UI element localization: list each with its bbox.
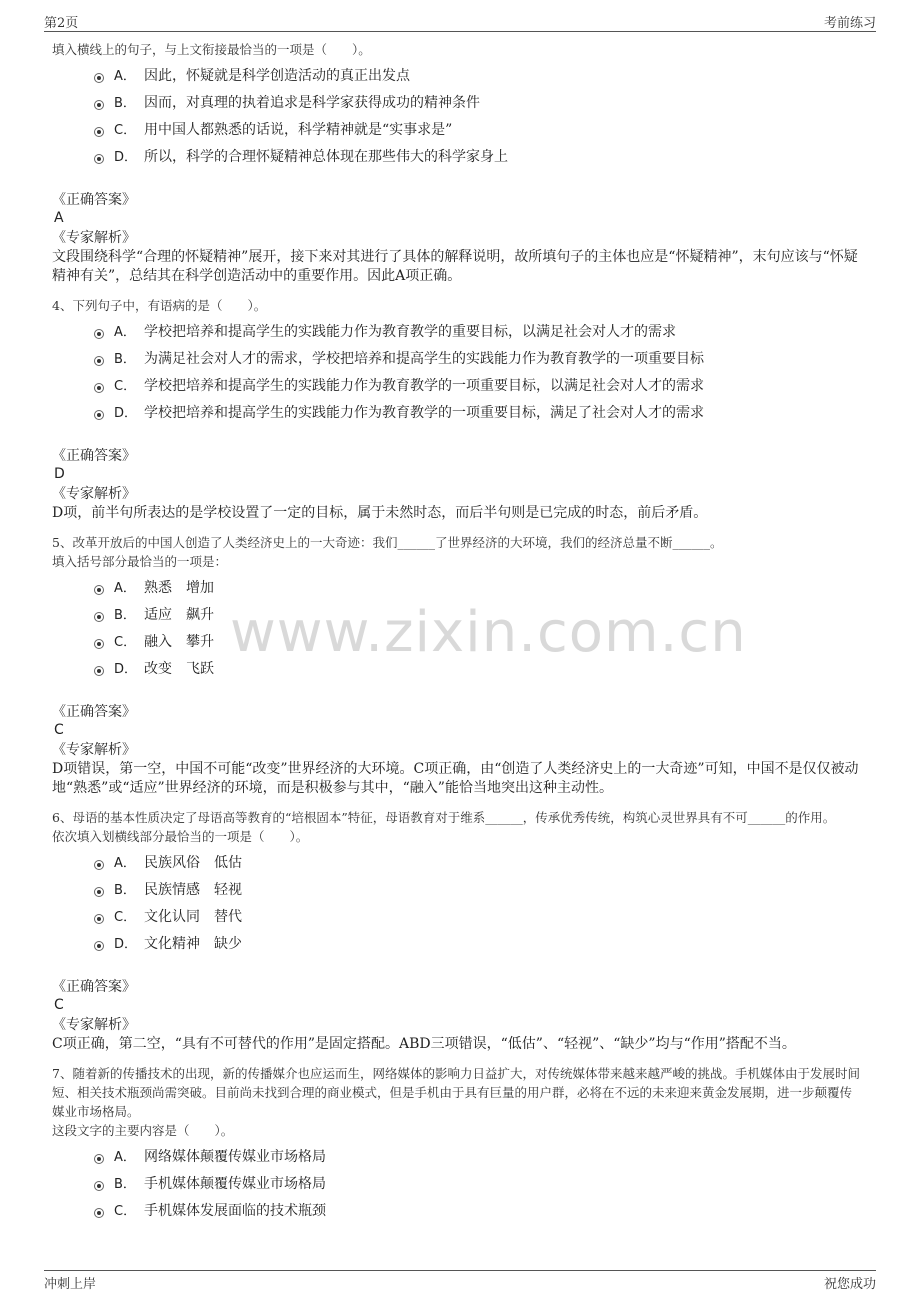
explanation-label: 《专家解析》 bbox=[52, 1017, 136, 1033]
explanation-label: 《专家解析》 bbox=[52, 230, 136, 246]
option-d[interactable] bbox=[52, 400, 862, 427]
question-list bbox=[52, 40, 862, 1245]
option-letter: D． bbox=[114, 662, 138, 677]
page-number: 第2页 bbox=[44, 16, 79, 31]
option-b[interactable] bbox=[52, 602, 862, 629]
option-letter: B． bbox=[114, 96, 136, 111]
option-text: 改变 飞跃 bbox=[144, 661, 214, 677]
option-text: 熟悉 增加 bbox=[144, 580, 214, 596]
explanation-text: 文段围绕科学“合理的怀疑精神”展开，接下来对其进行了具体的解释说明，故所填句子的主体也应是“怀疑精神”，末句应该与“怀疑精神有关”，总结其在科学创造活动中的重要作用。因此A项正确。 bbox=[52, 249, 858, 284]
option-a[interactable] bbox=[52, 63, 862, 90]
option-list bbox=[52, 63, 862, 171]
option-b[interactable] bbox=[52, 1171, 862, 1198]
radio-icon[interactable] bbox=[94, 1154, 104, 1164]
option-text: 网络媒体颠覆传媒业市场格局 bbox=[144, 1149, 326, 1165]
explanation-text: C项正确，第二空，“具有不可替代的作用”是固定搭配。ABD三项错误，“低估”、“轻视”、“缺少”均与“作用”搭配不当。 bbox=[52, 1036, 796, 1052]
option-list bbox=[52, 1144, 862, 1225]
footer-left-text: 冲刺上岸 bbox=[44, 1277, 97, 1292]
radio-icon[interactable] bbox=[94, 887, 104, 897]
watermark: www.zixin.com.cn bbox=[230, 600, 747, 665]
answer-value: A bbox=[54, 210, 64, 226]
option-text: 学校把培养和提高学生的实践能力作为教育教学的一项重要目标，以满足社会对人才的需求 bbox=[144, 378, 704, 394]
option-d[interactable] bbox=[52, 931, 862, 958]
option-text: 用中国人都熟悉的话说，科学精神就是“实事求是” bbox=[144, 122, 453, 138]
option-b[interactable] bbox=[52, 346, 862, 373]
radio-icon[interactable] bbox=[94, 914, 104, 924]
radio-icon[interactable] bbox=[94, 1181, 104, 1191]
option-list bbox=[52, 319, 862, 427]
radio-icon[interactable] bbox=[94, 73, 104, 83]
radio-icon[interactable] bbox=[94, 154, 104, 164]
explanation-text: D项错误，第一空，中国不可能“改变”世界经济的大环境。C项正确，由“创造了人类经济史上的一大奇迹”可知，中国不是仅仅被动地“熟悉”或“适应”世界经济的环境，而是积极参与其中，“融入”能恰当地突出这种主动性。 bbox=[52, 761, 859, 796]
header-divider bbox=[44, 31, 876, 32]
option-c[interactable] bbox=[52, 117, 862, 144]
option-letter: A． bbox=[114, 69, 136, 84]
answer-value: D bbox=[54, 466, 65, 482]
option-letter: D． bbox=[114, 937, 138, 952]
option-text: 民族风俗 低估 bbox=[144, 855, 242, 871]
question-stem: 6、母语的基本性质决定了母语高等教育的“培根固本”特征，母语教育对于维系______，传承优秀传统，构筑心灵世界具有不可______的作用。 bbox=[52, 810, 836, 825]
answer-label: 《正确答案》 bbox=[52, 192, 136, 208]
radio-icon[interactable] bbox=[94, 585, 104, 595]
option-letter: D． bbox=[114, 406, 138, 421]
option-text: 手机媒体颠覆传媒业市场格局 bbox=[144, 1176, 326, 1192]
radio-icon[interactable] bbox=[94, 941, 104, 951]
question-7 bbox=[52, 1064, 862, 1225]
option-letter: A． bbox=[114, 325, 136, 340]
option-c[interactable] bbox=[52, 904, 862, 931]
option-letter: A． bbox=[114, 856, 136, 871]
radio-icon[interactable] bbox=[94, 666, 104, 676]
option-a[interactable] bbox=[52, 575, 862, 602]
answer-label: 《正确答案》 bbox=[52, 704, 136, 720]
question-stem: 填入横线上的句子，与上文衔接最恰当的一项是（ ）。 bbox=[52, 42, 371, 57]
question-instruction: 填入括号部分最恰当的一项是： bbox=[52, 554, 228, 569]
option-letter: A． bbox=[114, 1150, 136, 1165]
footer-divider bbox=[44, 1270, 876, 1271]
radio-icon[interactable] bbox=[94, 410, 104, 420]
radio-icon[interactable] bbox=[94, 860, 104, 870]
question-stem: 7、随着新的传播技术的出现，新的传播媒介也应运而生，网络媒体的影响力日益扩大，对传统媒体带来越来越严峻的挑战。手机媒体由于发展时间短、相关技术瓶颈尚需突破。目前尚未找到合理的商业模式，但是手机由于具有巨量的用户群，必将在不远的未来迎来黄金发展期，进一步颠覆传媒业市场格局。 bbox=[52, 1066, 860, 1119]
question-stem: 5、改革开放后的中国人创造了人类经济史上的一大奇迹：我们______了世界经济的大环境，我们的经济总量不断______。 bbox=[52, 535, 723, 550]
footer-right-text: 祝您成功 bbox=[823, 1277, 876, 1292]
option-text: 学校把培养和提高学生的实践能力作为教育教学的一项重要目标，满足了社会对人才的需求 bbox=[144, 405, 704, 421]
radio-icon[interactable] bbox=[94, 329, 104, 339]
option-text: 文化精神 缺少 bbox=[144, 936, 242, 952]
option-text: 所以，科学的合理怀疑精神总体现在那些伟大的科学家身上 bbox=[144, 149, 508, 165]
radio-icon[interactable] bbox=[94, 127, 104, 137]
header-title: 考前练习 bbox=[823, 16, 876, 31]
answer-value: C bbox=[54, 997, 64, 1013]
question-5 bbox=[52, 533, 862, 798]
option-letter: B． bbox=[114, 883, 136, 898]
answer-label: 《正确答案》 bbox=[52, 979, 136, 995]
radio-icon[interactable] bbox=[94, 1208, 104, 1218]
option-letter: C． bbox=[114, 1204, 137, 1219]
radio-icon[interactable] bbox=[94, 639, 104, 649]
explanation-label: 《专家解析》 bbox=[52, 486, 136, 502]
option-letter: C． bbox=[114, 635, 137, 650]
radio-icon[interactable] bbox=[94, 356, 104, 366]
question-3 bbox=[52, 40, 862, 286]
question-instruction: 这段文字的主要内容是（ ）。 bbox=[52, 1123, 234, 1138]
question-instruction: 依次填入划横线部分最恰当的一项是（ ）。 bbox=[52, 829, 309, 844]
option-a[interactable] bbox=[52, 850, 862, 877]
option-a[interactable] bbox=[52, 319, 862, 346]
answer-value: C bbox=[54, 722, 64, 738]
option-letter: D． bbox=[114, 150, 138, 165]
option-text: 因而，对真理的执着追求是科学家获得成功的精神条件 bbox=[144, 95, 480, 111]
answer-label: 《正确答案》 bbox=[52, 448, 136, 464]
option-d[interactable] bbox=[52, 656, 862, 683]
option-letter: C． bbox=[114, 123, 137, 138]
explanation-text: D项，前半句所表达的是学校设置了一定的目标，属于未然时态，而后半句则是已完成的时态，前后矛盾。 bbox=[52, 505, 708, 521]
option-c[interactable] bbox=[52, 629, 862, 656]
option-b[interactable] bbox=[52, 877, 862, 904]
explanation-label: 《专家解析》 bbox=[52, 742, 136, 758]
radio-icon[interactable] bbox=[94, 383, 104, 393]
option-letter: C． bbox=[114, 910, 137, 925]
option-letter: B． bbox=[114, 352, 136, 367]
option-text: 适应 飙升 bbox=[144, 607, 214, 623]
option-list bbox=[52, 850, 862, 958]
option-c[interactable] bbox=[52, 1198, 862, 1225]
option-text: 融入 攀升 bbox=[144, 634, 214, 650]
option-text: 因此，怀疑就是科学创造活动的真正出发点 bbox=[144, 68, 410, 84]
question-4 bbox=[52, 296, 862, 523]
option-d[interactable] bbox=[52, 144, 862, 171]
option-letter: B． bbox=[114, 608, 136, 623]
question-stem: 4、下列句子中，有语病的是（ ）。 bbox=[52, 298, 267, 313]
option-letter: B． bbox=[114, 1177, 136, 1192]
option-text: 文化认同 替代 bbox=[144, 909, 242, 925]
option-text: 为满足社会对人才的需求，学校把培养和提高学生的实践能力作为教育教学的一项重要目标 bbox=[144, 351, 704, 367]
option-list bbox=[52, 575, 862, 683]
radio-icon[interactable] bbox=[94, 612, 104, 622]
option-text: 学校把培养和提高学生的实践能力作为教育教学的重要目标，以满足社会对人才的需求 bbox=[144, 324, 676, 340]
option-text: 手机媒体发展面临的技术瓶颈 bbox=[144, 1203, 326, 1219]
question-6 bbox=[52, 808, 862, 1054]
option-text: 民族情感 轻视 bbox=[144, 882, 242, 898]
option-letter: C． bbox=[114, 379, 137, 394]
option-c[interactable] bbox=[52, 373, 862, 400]
option-letter: A． bbox=[114, 581, 136, 596]
option-b[interactable] bbox=[52, 90, 862, 117]
option-a[interactable] bbox=[52, 1144, 862, 1171]
radio-icon[interactable] bbox=[94, 100, 104, 110]
